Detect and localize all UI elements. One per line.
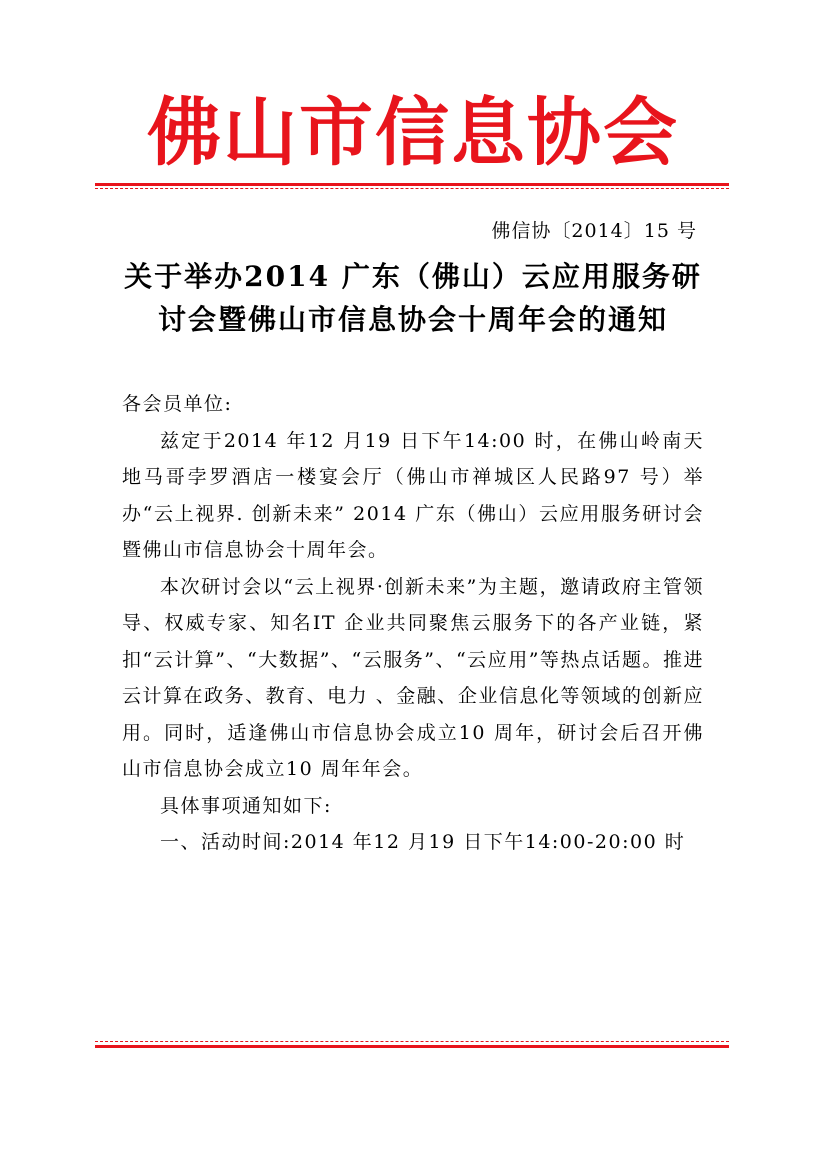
letterhead-rule-thin xyxy=(95,188,729,189)
document-number: 佛信协〔2014〕15 号 xyxy=(491,220,697,242)
title-line-1: 关于举办2014 广东（佛山）云应用服务研 xyxy=(124,260,702,293)
paragraph-event-time: 一、活动时间:2014 年12 月19 日下午14:00-20:00 时 xyxy=(160,831,686,853)
letterhead-org-name: 佛山市信息协会 xyxy=(147,90,679,176)
paragraph-theme: 本次研讨会以“云上视界·创新未来”为主题，邀请政府主管领导、权威专家、知名IT 企业共同聚焦云服务下的各产业链，紧扣“云计算”、“大数据”、“云服务”、“云应用”等热点话题。推进云计算在政务、教育、电力 、金融、企业信息化等领域的创新应用。同时，适逢佛山市信息协会成立10 周年，研讨会后召开佛山市信息协会成立10 周年年会。 xyxy=(122,575,704,780)
document-body xyxy=(122,386,704,861)
footer-rule-thick xyxy=(95,1045,729,1048)
title-line-2: 讨会暨佛山市信息协会十周年会的通知 xyxy=(157,303,668,336)
footer-rule-thin xyxy=(95,1041,729,1042)
document-title xyxy=(110,255,716,341)
salutation: 各会员单位: xyxy=(122,393,233,415)
letterhead-rule-thick xyxy=(95,183,729,186)
paragraph-notice-intro: 具体事项通知如下: xyxy=(160,794,332,817)
paragraph-event-details: 兹定于2014 年12 月19 日下午14:00 时，在佛山岭南天地马哥孛罗酒店一楼宴会厅（佛山市禅城区人民路97 号）举办“云上视界. 创新未来” 2014 广东（佛山）云应用服务研讨会暨佛山市信息协会十周年会。 xyxy=(122,429,704,561)
